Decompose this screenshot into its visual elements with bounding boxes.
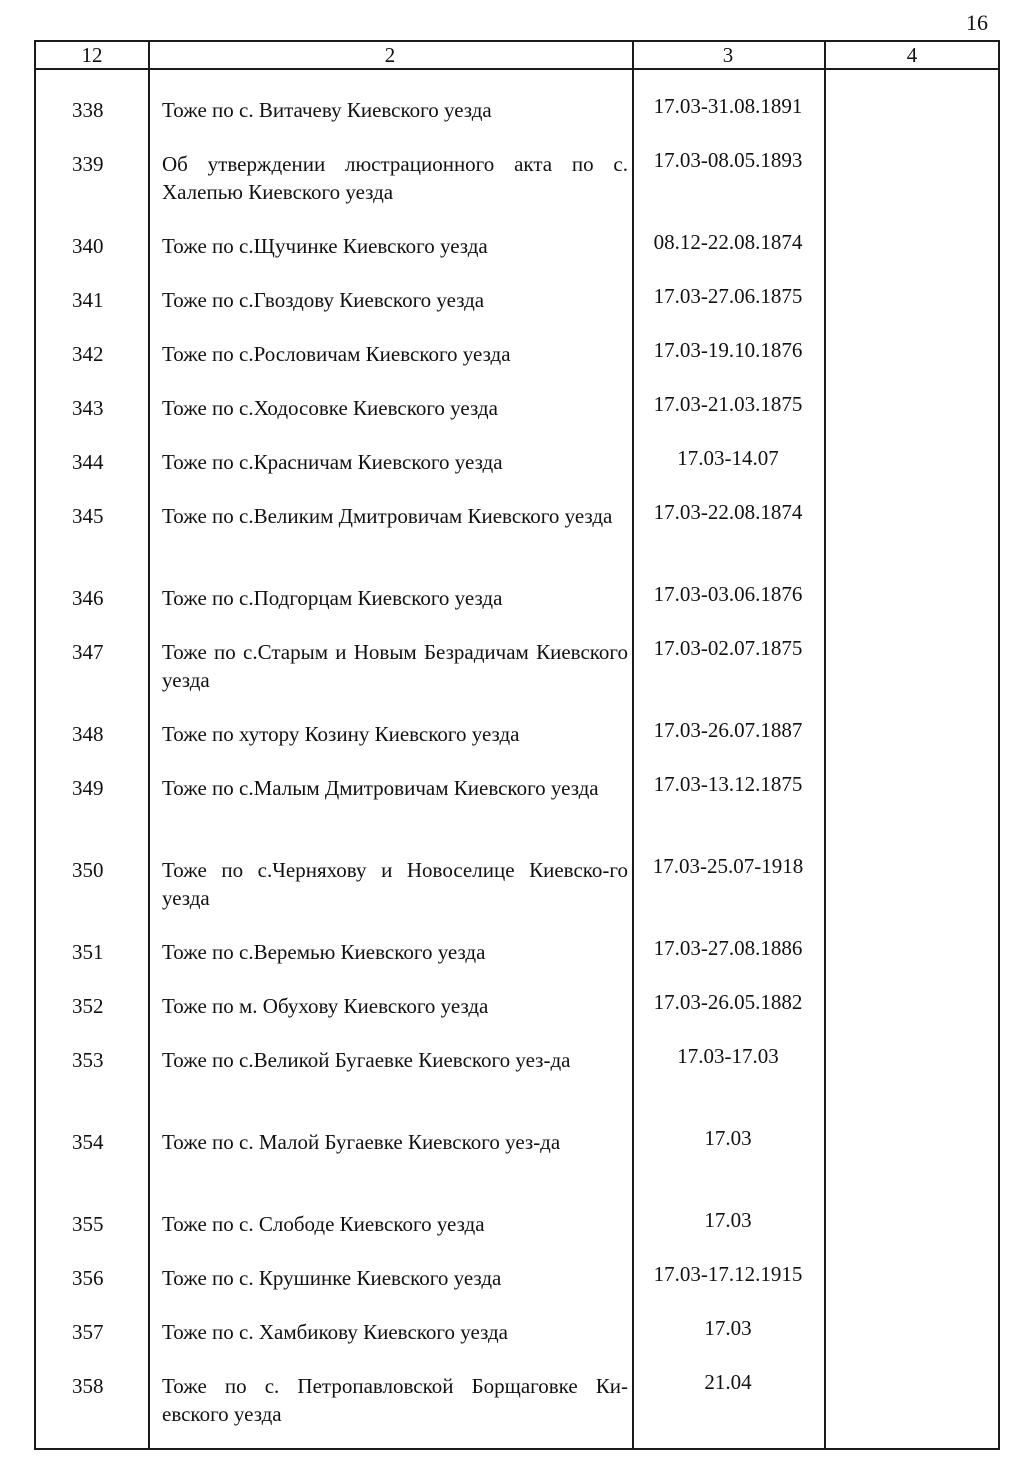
page-number: 16: [966, 10, 988, 35]
row-number: 340: [72, 234, 104, 258]
row-number: 338: [72, 98, 104, 122]
table-body: [36, 96, 998, 1454]
table-row: [36, 1318, 998, 1372]
table-row: [36, 638, 998, 720]
row-number: 348: [72, 722, 104, 746]
row-number: 356: [72, 1266, 104, 1290]
row-number: 353: [72, 1048, 104, 1072]
row-dates: 17.03-27.08.1886: [653, 936, 803, 960]
row-number: 346: [72, 586, 104, 610]
row-description: Тоже по с. Витачеву Киевского уезда: [162, 98, 492, 122]
header-col-number: 12: [81, 43, 103, 67]
table-row: [36, 232, 998, 286]
row-description: Тоже по с.Великой Бугаевке Киевского уез-да: [162, 1048, 571, 1072]
table-row: [36, 448, 998, 502]
row-dates: 17.03-21.03.1875: [653, 392, 803, 416]
row-dates: 17.03-22.08.1874: [653, 500, 803, 524]
table-row: [36, 720, 998, 774]
row-number: 350: [72, 858, 104, 882]
register-table: [34, 40, 1000, 1450]
row-dates: 17.03-31.08.1891: [653, 94, 803, 118]
table-row: [36, 502, 998, 584]
row-description: Тоже по с. Малой Бугаевке Киевского уез-да: [162, 1130, 561, 1154]
row-number: 342: [72, 342, 104, 366]
header-col-dates: 3: [722, 43, 734, 67]
table-row: [36, 992, 998, 1046]
row-description: Тоже по с.Великим Дмитровичам Киевского уезда: [162, 504, 613, 528]
row-description: Об утверждении люстрационного акта по с. Халепью Киевского уезда: [162, 152, 628, 204]
header-col-notes: 4: [906, 43, 918, 67]
row-dates: 17.03-25.07-1918: [652, 854, 804, 878]
row-dates: 17.03-17.03: [677, 1044, 779, 1068]
table-row: [36, 1046, 998, 1128]
table-row: [36, 1210, 998, 1264]
table-row: [36, 286, 998, 340]
row-number: 352: [72, 994, 104, 1018]
table-row: [36, 150, 998, 232]
table-row: [36, 340, 998, 394]
row-number: 349: [72, 776, 104, 800]
row-number: 357: [72, 1320, 104, 1344]
table-row: [36, 584, 998, 638]
row-description: Тоже по м. Обухову Киевского уезда: [162, 994, 489, 1018]
row-number: 358: [72, 1374, 104, 1398]
row-number: 355: [72, 1212, 104, 1236]
row-dates: 17.03-08.05.1893: [653, 148, 803, 172]
table-row: [36, 1128, 998, 1210]
row-description: Тоже по с. Крушинке Киевского уезда: [162, 1266, 502, 1290]
row-number: 343: [72, 396, 104, 420]
row-dates: 17.03-13.12.1875: [653, 772, 803, 796]
row-dates: 17.03-03.06.1876: [653, 582, 803, 606]
row-description: Тоже по с.Гвоздову Киевского уезда: [162, 288, 485, 312]
row-description: Тоже по с.Черняхову и Новоселице Киевско-го уезда: [162, 858, 628, 910]
table-header: [36, 42, 998, 70]
row-description: Тоже по с.Старым и Новым Безрадичам Киевского уезда: [162, 640, 628, 692]
table-row: [36, 96, 998, 150]
row-description: Тоже по с. Петропавловской Борщаговке Ки-евского уезда: [162, 1374, 628, 1426]
table-row: [36, 856, 998, 938]
row-description: Тоже по с.Веремью Киевского уезда: [162, 940, 486, 964]
row-number: 345: [72, 504, 104, 528]
row-description: Тоже по с.Ходосовке Киевского уезда: [162, 396, 498, 420]
table-row: [36, 774, 998, 856]
table-row: [36, 394, 998, 448]
row-number: 351: [72, 940, 104, 964]
row-dates: 17.03-17.12.1915: [653, 1262, 803, 1286]
table-row: [36, 938, 998, 992]
row-description: Тоже по хутору Козину Киевского уезда: [162, 722, 520, 746]
row-number: 339: [72, 152, 104, 176]
row-dates: 17.03-19.10.1876: [653, 338, 803, 362]
row-dates: 17.03-26.07.1887: [653, 718, 803, 742]
row-dates: 17.03-26.05.1882: [653, 990, 803, 1014]
row-number: 341: [72, 288, 104, 312]
row-description: Тоже по с. Хамбикову Киевского уезда: [162, 1320, 508, 1344]
row-dates: 17.03-27.06.1875: [653, 284, 803, 308]
row-dates: 17.03-02.07.1875: [653, 636, 803, 660]
row-dates: 17.03: [704, 1316, 752, 1340]
header-col-title: 2: [384, 43, 396, 67]
row-number: 344: [72, 450, 104, 474]
row-description: Тоже по с.Рословичам Киевского уезда: [162, 342, 511, 366]
row-dates: 17.03: [704, 1126, 752, 1150]
row-description: Тоже по с.Подгорцам Киевского уезда: [162, 586, 503, 610]
table-row: [36, 1264, 998, 1318]
row-number: 354: [72, 1130, 104, 1154]
row-dates: 17.03: [704, 1208, 752, 1232]
row-dates: 17.03-14.07: [677, 446, 779, 470]
row-description: Тоже по с.Малым Дмитровичам Киевского уезда: [162, 776, 599, 800]
row-dates: 21.04: [704, 1370, 752, 1394]
row-description: Тоже по с.Красничам Киевского уезда: [162, 450, 503, 474]
row-number: 347: [72, 640, 104, 664]
row-description: Тоже по с.Щучинке Киевского уезда: [162, 234, 488, 258]
row-dates: 08.12-22.08.1874: [653, 230, 803, 254]
table-row: [36, 1372, 998, 1454]
row-description: Тоже по с. Слободе Киевского уезда: [162, 1212, 485, 1236]
